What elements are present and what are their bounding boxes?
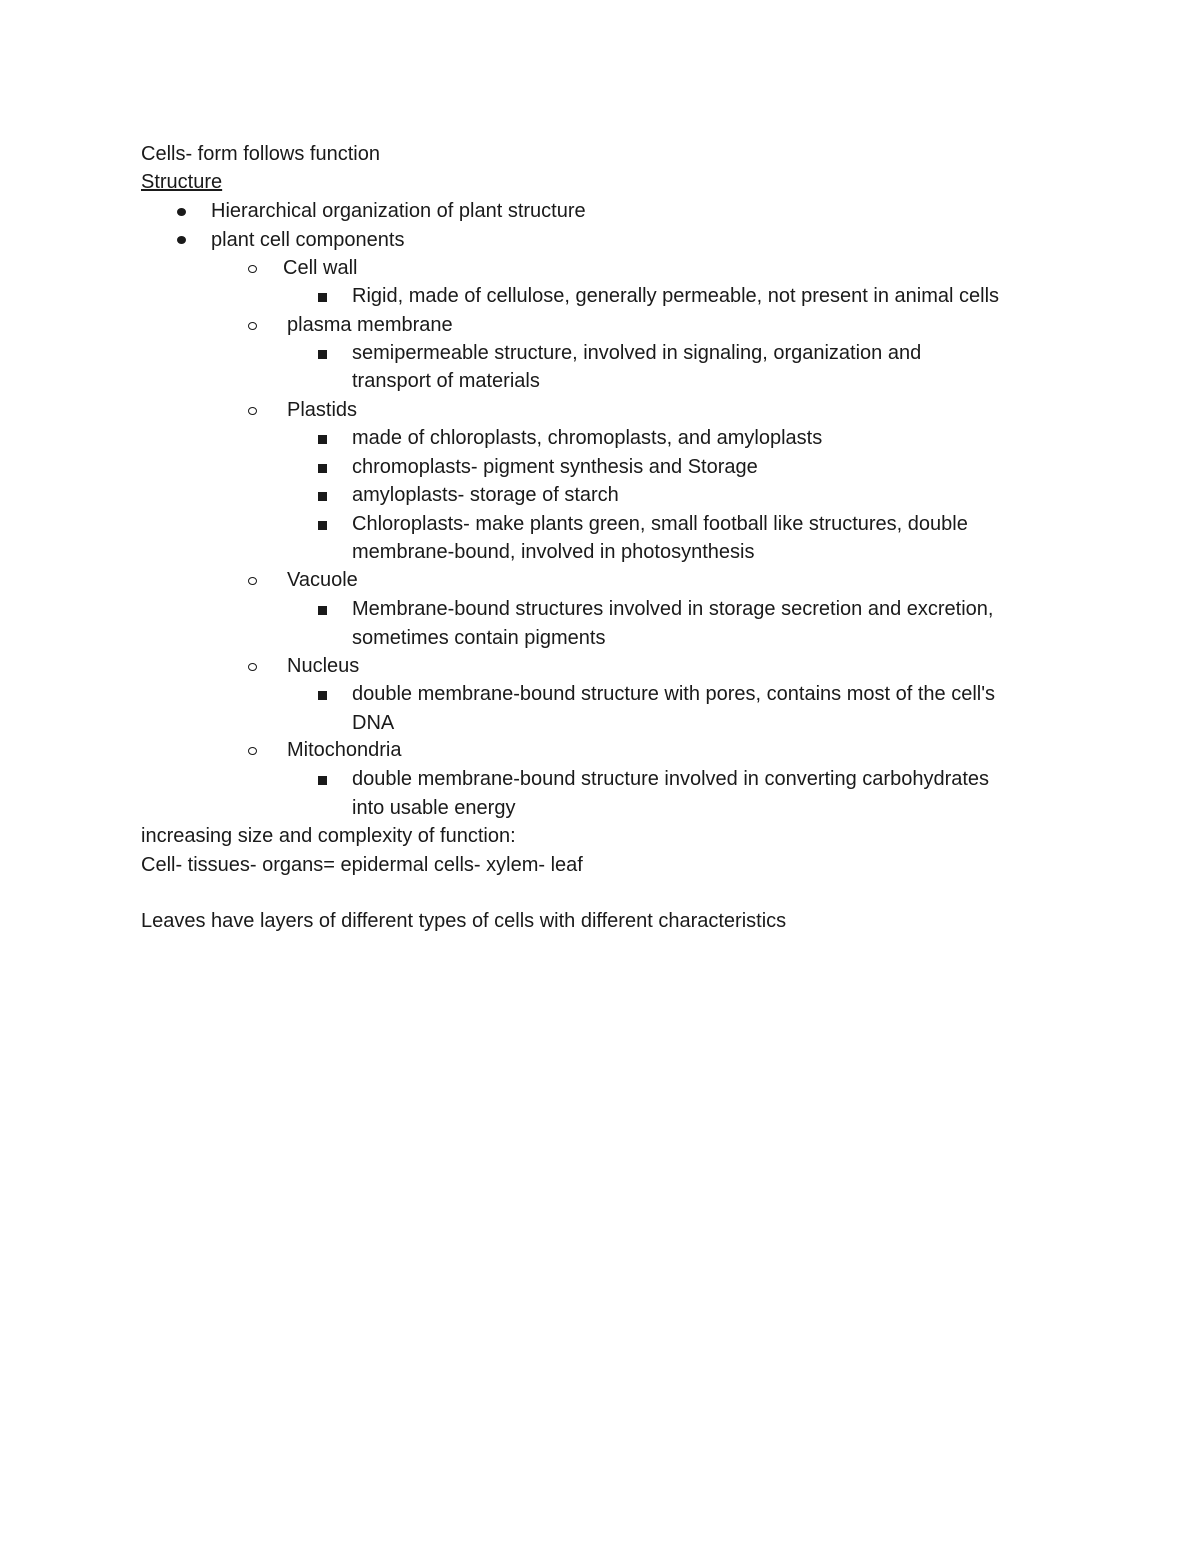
square-bullet-icon — [318, 691, 327, 700]
square-bullet-icon — [318, 776, 327, 785]
paragraph-line: increasing size and complexity of function: — [141, 825, 516, 847]
square-bullet-icon — [318, 464, 327, 473]
component-vacuole: Vacuole — [287, 569, 358, 591]
list-item: Hierarchical organization of plant structure — [211, 200, 586, 222]
circle-bullet-icon — [248, 663, 257, 671]
square-bullet-icon — [318, 492, 327, 501]
square-bullet-icon — [318, 293, 327, 302]
circle-bullet-icon — [248, 747, 257, 755]
disc-bullet-icon — [177, 236, 186, 244]
list-item: semipermeable structure, involved in signaling, organization and — [352, 342, 922, 364]
square-bullet-icon — [318, 606, 327, 615]
paragraph-line: Leaves have layers of different types of cells with different characteristics — [141, 910, 787, 932]
list-item: Rigid, made of cellulose, generally permeable, not present in animal cells — [352, 285, 1000, 307]
circle-bullet-icon — [248, 407, 257, 415]
component-nucleus: Nucleus — [287, 655, 360, 677]
component-cell-wall: Cell wall — [283, 257, 358, 279]
square-bullet-icon — [318, 350, 327, 359]
list-item: chromoplasts- pigment synthesis and Storage — [352, 456, 758, 478]
list-item: double membrane-bound structure involved in converting carbohydrates — [352, 768, 990, 790]
list-item-continuation: sometimes contain pigments — [352, 627, 606, 649]
paragraph-line: Cell- tissues- organs= epidermal cells- xylem- leaf — [141, 854, 583, 876]
list-item: Membrane-bound structures involved in storage secretion and excretion, — [352, 598, 994, 620]
circle-bullet-icon — [248, 577, 257, 585]
disc-bullet-icon — [177, 208, 186, 216]
list-item: amyloplasts- storage of starch — [352, 484, 619, 506]
list-item-continuation: into usable energy — [352, 797, 516, 819]
list-item-continuation: transport of materials — [352, 370, 540, 392]
list-item: double membrane-bound structure with pores, contains most of the cell's — [352, 683, 996, 705]
section-heading: Structure — [141, 171, 223, 193]
component-mitochondria: Mitochondria — [287, 739, 402, 761]
list-item: plant cell components — [211, 229, 405, 251]
circle-bullet-icon — [248, 265, 257, 273]
list-item-continuation: DNA — [352, 712, 395, 734]
component-plasma-membrane: plasma membrane — [287, 314, 453, 336]
circle-bullet-icon — [248, 322, 257, 330]
component-plastids: Plastids — [287, 399, 358, 421]
document-title: Cells- form follows function — [141, 143, 380, 165]
list-item: Chloroplasts- make plants green, small football like structures, double — [352, 513, 968, 535]
list-item-continuation: membrane-bound, involved in photosynthesis — [352, 541, 755, 563]
square-bullet-icon — [318, 521, 327, 530]
list-item: made of chloroplasts, chromoplasts, and amyloplasts — [352, 427, 823, 449]
square-bullet-icon — [318, 435, 327, 444]
